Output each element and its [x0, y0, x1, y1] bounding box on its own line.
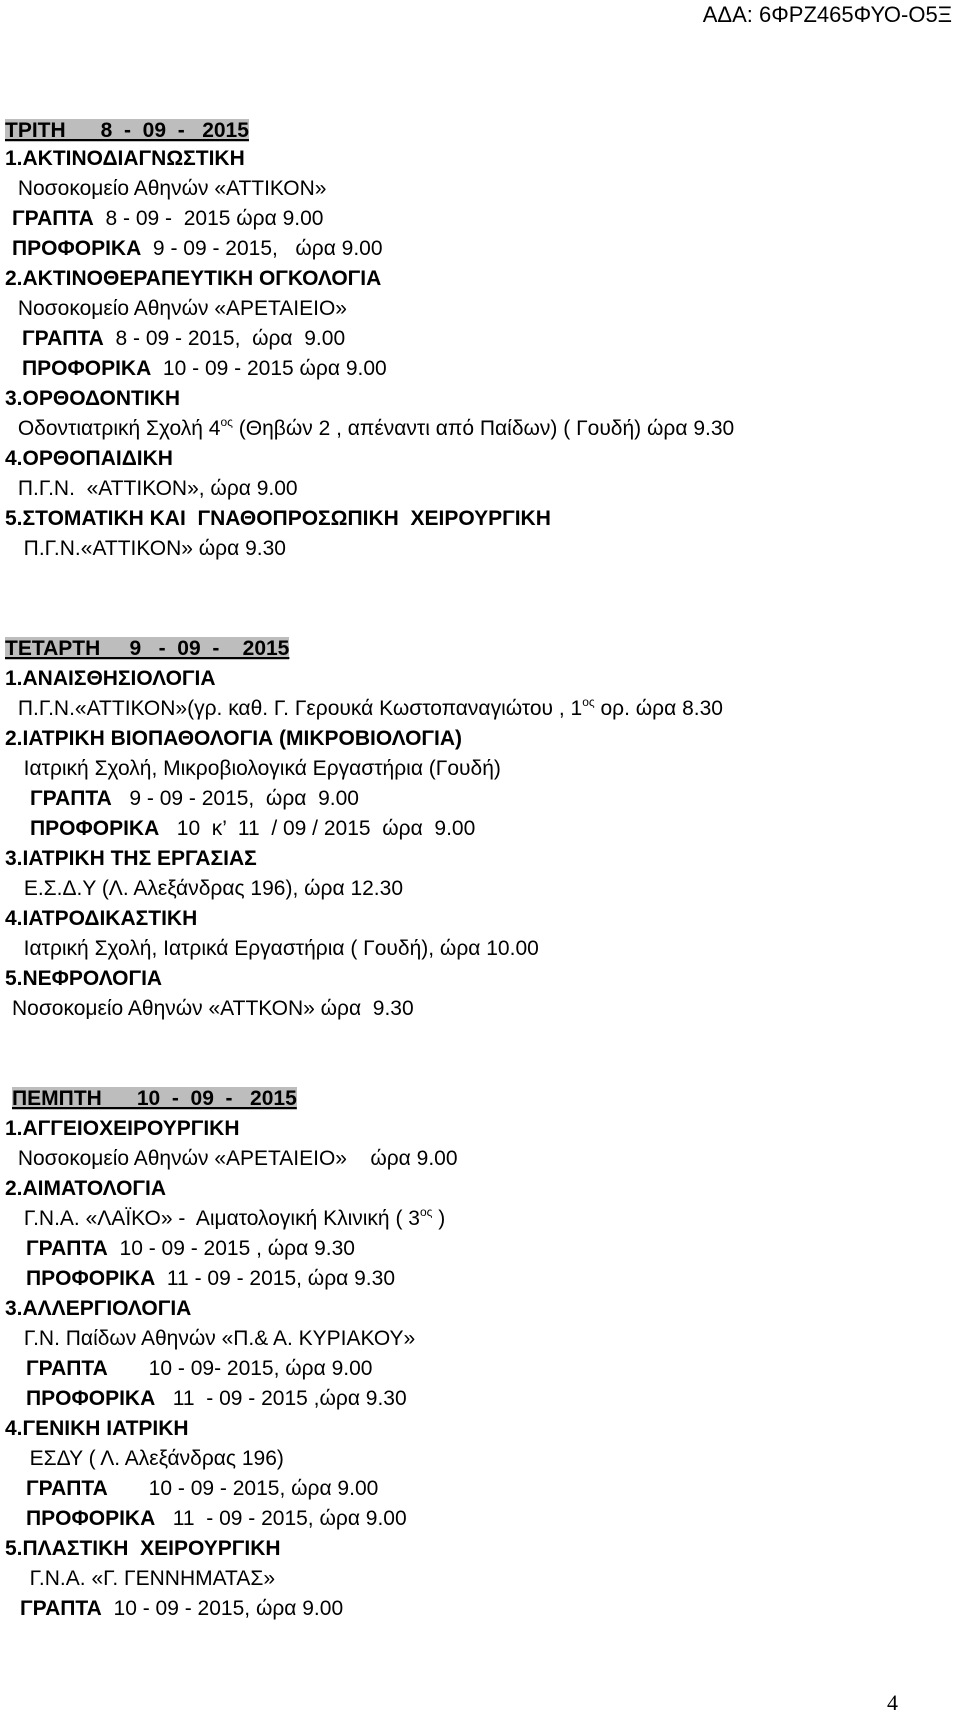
specialty-title: 1.ΑΝΑΙΣΘΗΣΙΟΛΟΓΙΑ	[5, 667, 216, 690]
written-label: ΓΡΑΠΤΑ	[20, 1597, 102, 1620]
oral-label: ΠΡΟΦΟΡΙΚΑ	[26, 1507, 156, 1530]
oral-date: 10 - 09 - 2015 ώρα 9.00	[151, 357, 387, 380]
specialty-title: 5.ΝΕΦΡΟΛΟΓΙΑ	[5, 967, 163, 990]
specialty-title: 3.ΟΡΘΟΔΟΝΤΙΚΗ	[5, 387, 180, 410]
exam-location: Γ.Ν.Α. «Γ. ΓΕΝΝΗΜΑΤΑΣ»	[18, 1567, 275, 1590]
exam-location: Ιατρική Σχολή, Ιατρικά Εργαστήρια ( Γουδή), ώρα 10.00	[12, 937, 539, 960]
oral-exam-line	[12, 236, 383, 262]
exam-location: Νοσοκομείο Αθηνών «ΑΤΤΚΟΝ» ώρα 9.30	[12, 997, 414, 1020]
written-date: 10 - 09- 2015, ώρα 9.00	[107, 1357, 373, 1380]
ordinal-suffix: ος	[582, 695, 595, 709]
oral-label: ΠΡΟΦΟΡΙΚΑ	[12, 237, 142, 260]
oral-date: 11 - 09 - 2015 ,ώρα 9.30	[155, 1387, 407, 1410]
oral-date: 11 - 09 - 2015, ώρα 9.30	[155, 1267, 395, 1290]
specialty-title: 1.ΑΓΓΕΙΟΧΕΙΡΟΥΡΓΙΚΗ	[5, 1117, 240, 1140]
written-label: ΓΡΑΠΤΑ	[26, 1237, 108, 1260]
written-exam-line	[26, 1236, 355, 1262]
specialty-title: 4.ΟΡΘΟΠΑΙΔΙΚΗ	[5, 447, 173, 470]
day-heading-thursday	[12, 1086, 297, 1112]
location-text: Οδοντιατρική Σχολή 4	[12, 417, 221, 440]
exam-location: Ιατρική Σχολή, Μικροβιολογικά Εργαστήρια (Γουδή)	[12, 757, 501, 780]
specialty-title: 4.ΙΑΤΡΟΔΙΚΑΣΤΙΚΗ	[5, 907, 198, 930]
oral-date: 11 - 09 - 2015, ώρα 9.00	[155, 1507, 407, 1530]
specialty-title: 3.ΑΛΛΕΡΓΙΟΛΟΓΙΑ	[5, 1297, 192, 1320]
location-text-rest: )	[432, 1207, 446, 1230]
oral-exam-line	[22, 356, 387, 382]
exam-location: Γ.Ν. Παίδων Αθηνών «Π.& Α. ΚΥΡΙΑΚΟΥ»	[18, 1327, 416, 1350]
written-label: ΓΡΑΠΤΑ	[30, 787, 112, 810]
written-label: ΓΡΑΠΤΑ	[26, 1477, 108, 1500]
written-label: ΓΡΑΠΤΑ	[26, 1357, 108, 1380]
written-exam-line	[12, 206, 323, 232]
specialty-title: 5.ΠΛΑΣΤΙΚΗ ΧΕΙΡΟΥΡΓΙΚΗ	[5, 1537, 281, 1560]
exam-location: Π.Γ.Ν.«ΑΤΤΙΚΟΝ» ώρα 9.30	[12, 537, 286, 560]
exam-location	[12, 416, 734, 442]
day-heading-wednesday	[5, 636, 289, 662]
exam-location: Νοσοκομείο Αθηνών «ΑΡΕΤΑΙΕΙΟ»	[12, 297, 347, 320]
ordinal-suffix: ος	[419, 1205, 433, 1219]
oral-label: ΠΡΟΦΟΡΙΚΑ	[26, 1387, 156, 1410]
day-title: ΤΕΤΑΡΤΗ 9 - 09 - 2015	[5, 637, 290, 660]
day-title: ΤΡΙΤΗ 8 - 09 - 2015	[5, 119, 249, 142]
exam-location	[18, 1206, 445, 1232]
written-date: 10 - 09 - 2015 , ώρα 9.30	[107, 1237, 355, 1260]
specialty-title: 5.ΣΤΟΜΑΤΙΚΗ ΚΑΙ ΓΝΑΘΟΠΡΟΣΩΠΙΚΗ ΧΕΙΡΟΥΡΓΙΚΗ	[5, 507, 551, 530]
oral-exam-line	[30, 816, 475, 842]
specialty-title: 3.ΙΑΤΡΙΚΗ ΤΗΣ ΕΡΓΑΣΙΑΣ	[5, 847, 257, 870]
oral-label: ΠΡΟΦΟΡΙΚΑ	[22, 357, 152, 380]
location-text-rest: (Θηβών 2 , απέναντι από Παίδων) ( Γουδή) ώρα 9.30	[232, 417, 735, 440]
oral-exam-line	[26, 1386, 407, 1412]
specialty-title: 2.ΙΑΤΡΙΚΗ ΒΙΟΠΑΘΟΛΟΓΙΑ (ΜΙΚΡΟΒΙΟΛΟΓΙΑ)	[5, 727, 463, 750]
day-title: ΠΕΜΠΤΗ 10 - 09 - 2015	[12, 1087, 297, 1110]
written-exam-line	[26, 1356, 372, 1382]
exam-location: Νοσοκομείο Αθηνών «ΑΤΤΙΚΟΝ»	[12, 177, 327, 200]
specialty-title: 4.ΓΕΝΙΚΗ ΙΑΤΡΙΚΗ	[5, 1417, 189, 1440]
location-text: Γ.Ν.Α. «ΛΑΪΚΟ» - Αιματολογική Κλινική ( 3	[18, 1207, 420, 1230]
exam-location: Ε.Σ.Δ.Υ (Λ. Αλεξάνδρας 196), ώρα 12.30	[18, 877, 403, 900]
exam-location: Νοσοκομείο Αθηνών «ΑΡΕΤΑΙΕΙΟ» ώρα 9.00	[12, 1147, 458, 1170]
written-exam-line	[30, 786, 359, 812]
written-exam-line	[20, 1596, 343, 1622]
ada-code: ΑΔΑ: 6ΦΡΖ465ΦΥΟ-Ο5Ξ	[702, 2, 952, 27]
written-date: 9 - 09 - 2015, ώρα 9.00	[111, 787, 359, 810]
oral-exam-line	[26, 1266, 395, 1292]
written-label: ΓΡΑΠΤΑ	[22, 327, 104, 350]
written-date: 8 - 09 - 2015 ώρα 9.00	[93, 207, 324, 230]
oral-label: ΠΡΟΦΟΡΙΚΑ	[30, 817, 160, 840]
location-text-rest: ορ. ώρα 8.30	[594, 697, 723, 720]
written-date: 8 - 09 - 2015, ώρα 9.00	[103, 327, 346, 350]
location-text: Π.Γ.Ν.«ΑΤΤΙΚΟΝ»(γρ. καθ. Γ. Γερουκά Κωστοπαναγιώτου , 1	[12, 697, 583, 720]
written-date: 10 - 09 - 2015, ώρα 9.00	[101, 1597, 344, 1620]
written-exam-line	[22, 326, 345, 352]
specialty-title: 2.ΑΙΜΑΤΟΛΟΓΙΑ	[5, 1177, 167, 1200]
specialty-title: 1.ΑΚΤΙΝΟΔΙΑΓΝΩΣΤΙΚΗ	[5, 147, 245, 170]
ordinal-suffix: ος	[220, 415, 233, 429]
exam-location: ΕΣΔΥ ( Λ. Αλεξάνδρας 196)	[18, 1447, 284, 1470]
written-exam-line	[26, 1476, 378, 1502]
exam-location	[12, 696, 723, 722]
exam-location: Π.Γ.Ν. «ΑΤΤΙΚΟΝ», ώρα 9.00	[12, 477, 298, 500]
oral-label: ΠΡΟΦΟΡΙΚΑ	[26, 1267, 156, 1290]
oral-date: 10 κ’ 11 / 09 / 2015 ώρα 9.00	[159, 817, 476, 840]
page-number: 4	[887, 1690, 898, 1715]
day-heading-tuesday	[5, 118, 249, 144]
oral-exam-line	[26, 1506, 407, 1532]
specialty-title: 2.ΑΚΤΙΝΟΘΕΡΑΠΕΥΤΙΚΗ ΟΓΚΟΛΟΓΙΑ	[5, 267, 382, 290]
written-label: ΓΡΑΠΤΑ	[12, 207, 94, 230]
oral-date: 9 - 09 - 2015, ώρα 9.00	[141, 237, 383, 260]
written-date: 10 - 09 - 2015, ώρα 9.00	[107, 1477, 379, 1500]
